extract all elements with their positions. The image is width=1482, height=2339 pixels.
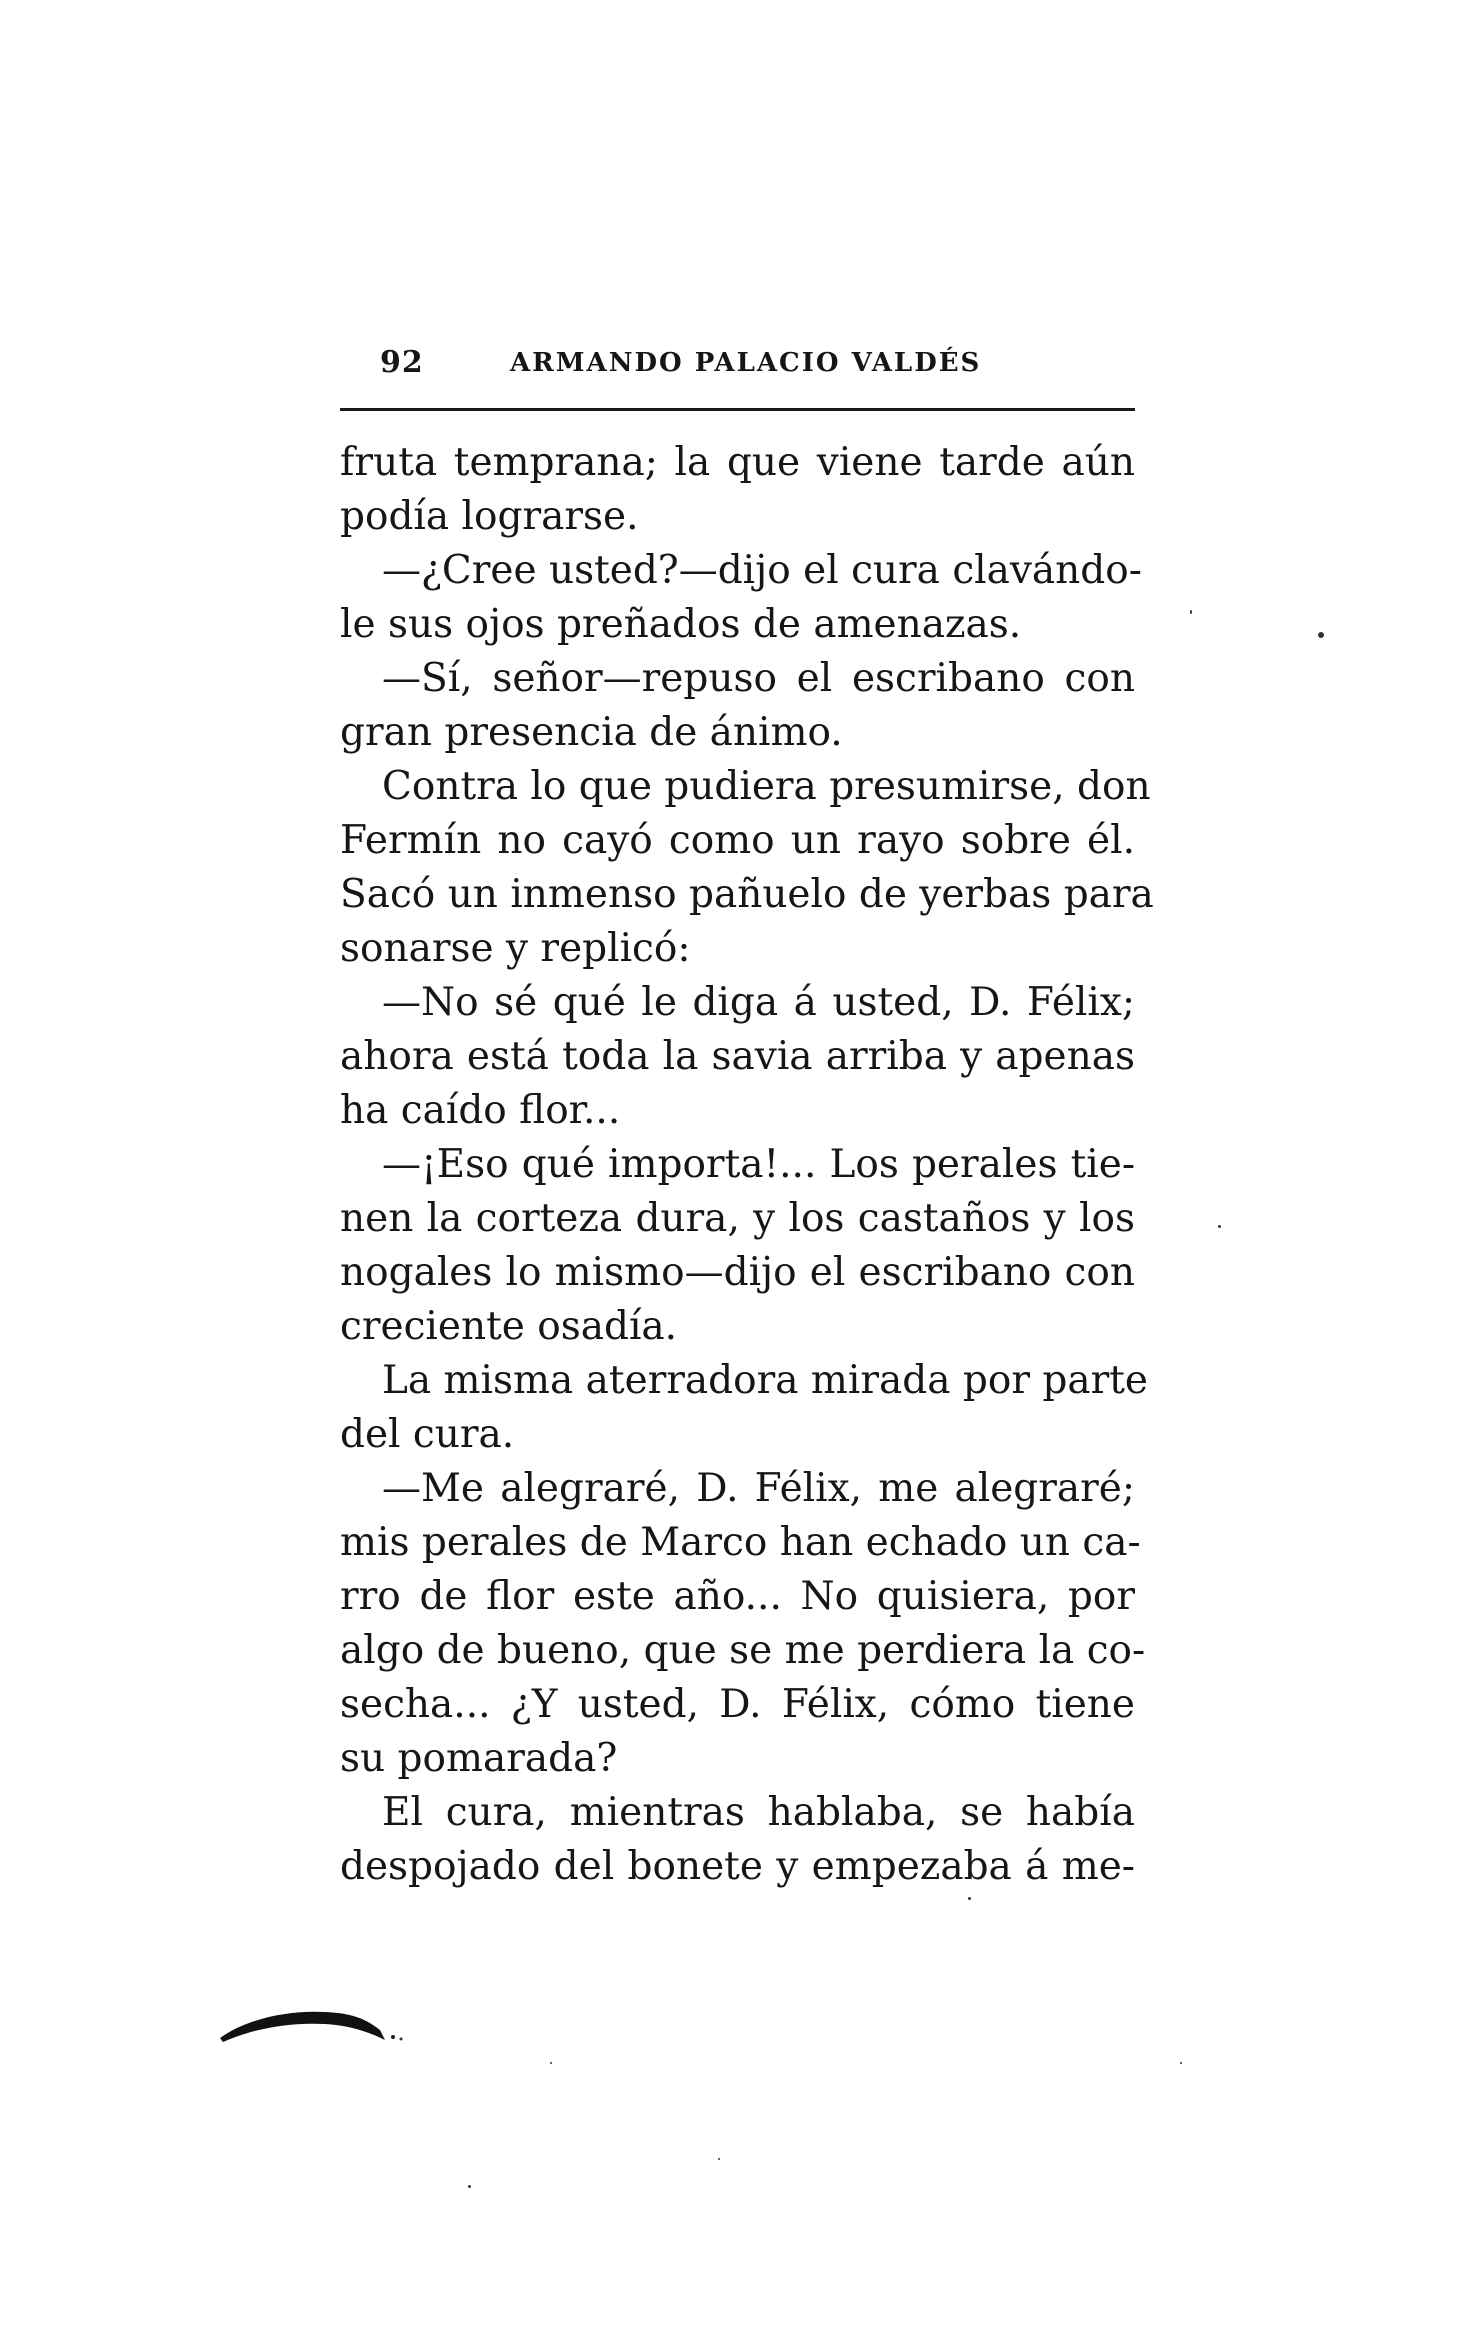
header-rule	[340, 408, 1135, 411]
text-line: Sacó un inmenso pañuelo de yerbas para	[340, 872, 1154, 917]
paper-speck	[968, 1897, 971, 1900]
text-line: —Me alegraré, D. Félix, me alegraré;	[382, 1466, 1135, 1511]
paper-speck	[1180, 2062, 1182, 2064]
text-line: —Sí, señor—repuso el escribano con	[382, 656, 1135, 701]
ink-smudge	[215, 1990, 415, 2050]
paper-speck	[468, 2185, 471, 2188]
text-line: le sus ojos preñados de amenazas.	[340, 602, 1022, 647]
text-line: gran presencia de ánimo.	[340, 710, 843, 755]
text-line: nogales lo mismo—dijo el escribano con	[340, 1250, 1135, 1295]
text-line: Contra lo que pudiera presumirse, don	[382, 764, 1151, 809]
paper-speck	[1318, 632, 1324, 638]
text-line: mis perales de Marco han echado un ca-	[340, 1520, 1141, 1565]
text-line: ahora está toda la savia arriba y apenas	[340, 1034, 1135, 1079]
text-line: algo de bueno, que se me perdiera la co-	[340, 1628, 1146, 1673]
text-line: El cura, mientras hablaba, se había	[382, 1790, 1135, 1835]
paper-speck	[550, 2062, 552, 2064]
text-line: su pomarada?	[340, 1736, 618, 1781]
text-line: ha caído flor...	[340, 1088, 621, 1133]
text-line: creciente osadía.	[340, 1304, 678, 1349]
text-line: fruta temprana; la que viene tarde aún	[340, 440, 1135, 485]
text-line: La misma aterradora mirada por parte	[382, 1358, 1148, 1403]
text-line: nen la corteza dura, y los castaños y los	[340, 1196, 1135, 1241]
text-line: —¿Cree usted?—dijo el cura clavándo-	[382, 548, 1142, 593]
paper-speck	[1218, 1225, 1221, 1228]
paper-speck	[718, 2158, 720, 2160]
text-line: —No sé qué le diga á usted, D. Félix;	[382, 980, 1135, 1025]
text-line: —¡Eso qué importa!... Los perales tie-	[382, 1142, 1135, 1187]
body-text	[340, 436, 1154, 1894]
page-header	[340, 345, 1135, 395]
paper-speck	[1190, 610, 1192, 614]
text-line: Fermín no cayó como un rayo sobre él.	[340, 818, 1135, 863]
page-number: 92	[380, 345, 424, 380]
running-title: ARMANDO PALACIO VALDÉS	[510, 348, 982, 378]
text-line: secha... ¿Y usted, D. Félix, cómo tiene	[340, 1682, 1135, 1727]
text-line: del cura.	[340, 1412, 515, 1457]
text-line: sonarse y replicó:	[340, 926, 691, 971]
text-line: despojado del bonete y empezaba á me-	[340, 1844, 1135, 1889]
text-line: podía lograrse.	[340, 494, 639, 539]
text-line: rro de flor este año... No quisiera, por	[340, 1574, 1135, 1619]
